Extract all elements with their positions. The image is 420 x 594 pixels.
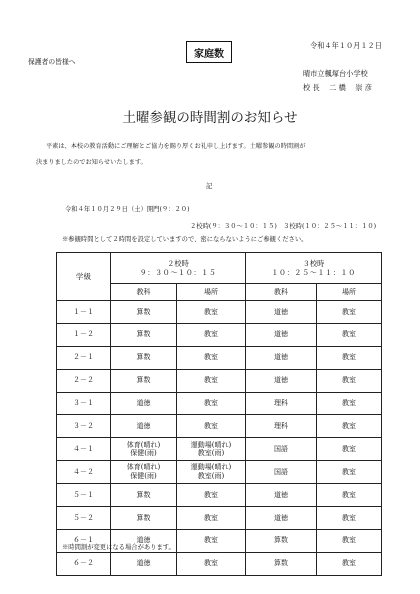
period2-place-cell: 教室 [177, 346, 246, 369]
period2-place-cell: 教室 [177, 529, 246, 552]
period2-place-cell: 教室 [177, 369, 246, 392]
period2-time: ９：３０～１０：１５ [139, 268, 217, 277]
principal-name: 校 長 二 橋 崇 彦 [303, 83, 372, 92]
period2-subject-cell: 体育(晴れ) 保健(雨) [111, 461, 177, 484]
grade-cell: ４－１ [57, 438, 111, 461]
period2-place-cell: 教室 [177, 552, 246, 575]
period2-place-cell: 運動場(晴れ) 教室(雨) [177, 461, 246, 484]
table-row [57, 346, 382, 369]
grade-cell: １－１ [57, 301, 111, 324]
period3-subject-cell: 道徳 [246, 301, 317, 324]
period3-time: １０：２５～１１：１０ [271, 268, 356, 277]
footnote: ※時間割が変更になる場合があります。 [62, 544, 175, 551]
period3-place-cell: 教室 [317, 346, 382, 369]
period3-subject-cell: 道徳 [246, 346, 317, 369]
period3-subject-cell: 道徳 [246, 484, 317, 507]
period3-subject-cell: 理科 [246, 415, 317, 438]
grade-cell: ５－２ [57, 507, 111, 530]
schedule-date-line: 令和４年１０月２９日（土）開門(９：２０) [65, 206, 190, 213]
period3-place-cell: 教室 [317, 484, 382, 507]
table-row [57, 323, 382, 346]
addressee: 保護者の皆様へ [28, 58, 76, 66]
period3-subject-cell: 算数 [246, 529, 317, 552]
period3-subject-cell: 国語 [246, 438, 317, 461]
period2-subject-cell: 算数 [111, 507, 177, 530]
grade-cell: ３－１ [57, 392, 111, 415]
grade-cell: ２－１ [57, 346, 111, 369]
period2-name: ２校時 [167, 259, 189, 268]
ki-heading: 記 [206, 182, 213, 190]
document-title: 土曜参観の時間割のお知らせ [122, 110, 298, 126]
table-row [57, 552, 382, 575]
period2-subject-cell: 算数 [111, 369, 177, 392]
table-row [57, 438, 382, 461]
period3-subject-header: 教科 [246, 284, 317, 301]
period2-place-cell: 教室 [177, 301, 246, 324]
period2-subject-cell: 道徳 [111, 552, 177, 575]
period2-subject-cell: 道徳 [111, 392, 177, 415]
period2-place-cell: 教室 [177, 507, 246, 530]
period3-subject-cell: 理科 [246, 392, 317, 415]
period3-place-cell: 教室 [317, 438, 382, 461]
timetable [56, 252, 382, 576]
period2-header [111, 253, 246, 284]
period3-place-cell: 教室 [317, 392, 382, 415]
period2-subject-cell: 道徳 [111, 415, 177, 438]
table-row [57, 461, 382, 484]
period2-subject-cell: 算数 [111, 484, 177, 507]
period2-place-cell: 教室 [177, 484, 246, 507]
distribution-badge: 家庭数 [186, 41, 232, 63]
schedule-period-line: ２校時(９：３０～１０：１５) ３校時(１０：２５～１１：１０) [190, 223, 377, 230]
grade-cell: ３－２ [57, 415, 111, 438]
period2-place-cell: 教室 [177, 415, 246, 438]
table-row [57, 392, 382, 415]
table-row [57, 369, 382, 392]
grade-cell: ４－２ [57, 461, 111, 484]
period3-place-cell: 教室 [317, 529, 382, 552]
schedule-note-line: ※参観時間として２時間を設定していますので、密にならないようにご参観ください。 [62, 236, 308, 243]
period2-subject-cell: 算数 [111, 323, 177, 346]
period3-subject-cell: 国語 [246, 461, 317, 484]
period2-subject-cell: 体育(晴れ) 保健(雨) [111, 438, 177, 461]
period2-place-cell: 運動場(晴れ) 教室(雨) [177, 438, 246, 461]
body-text-line-1: 平素は、本校の教育活動にご理解とご協力を賜り厚くお礼申し上げます。土曜参観の時間割が [46, 143, 306, 150]
grade-cell: ２－２ [57, 369, 111, 392]
period3-place-cell: 教室 [317, 301, 382, 324]
period3-place-cell: 教室 [317, 415, 382, 438]
period3-place-cell: 教室 [317, 323, 382, 346]
period3-place-header: 場所 [317, 284, 382, 301]
period2-place-cell: 教室 [177, 392, 246, 415]
period2-place-header: 場所 [177, 284, 246, 301]
period3-subject-cell: 道徳 [246, 507, 317, 530]
grade-cell: ５－１ [57, 484, 111, 507]
period2-subject-header: 教科 [111, 284, 177, 301]
school-name: 晴市立楓塚台小学校 [303, 69, 368, 78]
period3-subject-cell: 道徳 [246, 323, 317, 346]
letter-date: 令和４年１０月１２日 [310, 41, 382, 50]
period2-subject-cell: 算数 [111, 346, 177, 369]
grade-cell: ６－２ [57, 552, 111, 575]
period3-place-cell: 教室 [317, 461, 382, 484]
table-row [57, 301, 382, 324]
period3-place-cell: 教室 [317, 552, 382, 575]
period3-subject-cell: 算数 [246, 552, 317, 575]
table-row [57, 507, 382, 530]
table-row [57, 484, 382, 507]
period3-place-cell: 教室 [317, 369, 382, 392]
period2-subject-cell: 道徳 [111, 529, 177, 552]
grade-header: 学級 [57, 253, 111, 301]
period3-name: ３校時 [302, 259, 325, 268]
period3-subject-cell: 道徳 [246, 369, 317, 392]
body-text-line-2: 決まりましたのでお知らせいたします。 [36, 159, 147, 166]
grade-cell: １－２ [57, 323, 111, 346]
period3-place-cell: 教室 [317, 507, 382, 530]
period3-header [246, 253, 382, 284]
grade-cell: ６－１ [57, 529, 111, 552]
table-row [57, 415, 382, 438]
period2-place-cell: 教室 [177, 323, 246, 346]
period2-subject-cell: 算数 [111, 301, 177, 324]
